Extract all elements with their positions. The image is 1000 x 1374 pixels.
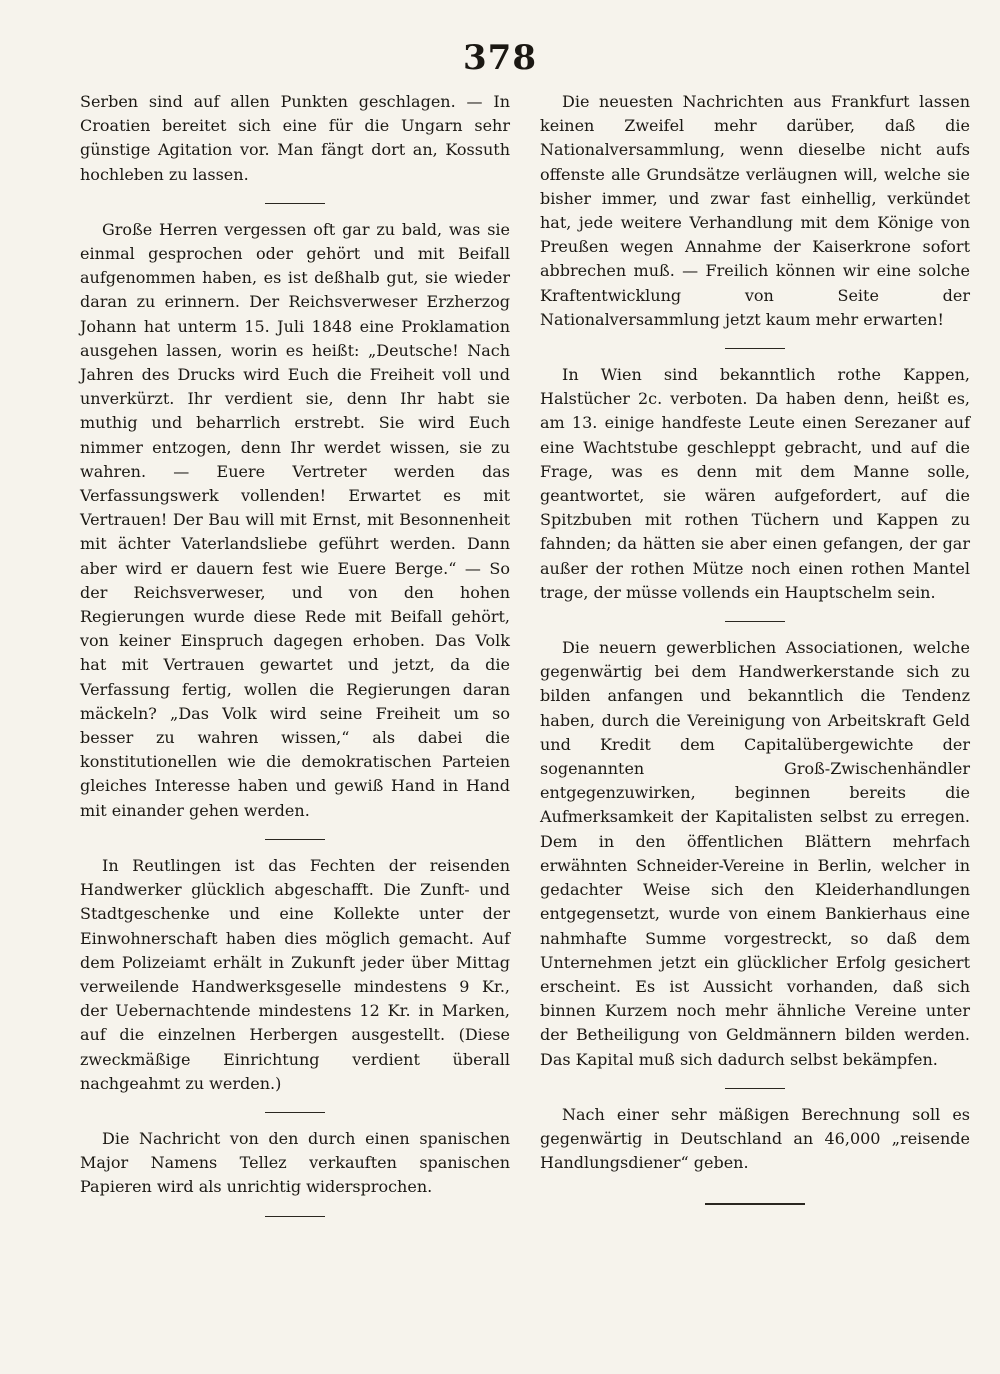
left-column	[80, 90, 510, 1231]
end-rule	[705, 1203, 805, 1205]
article-wien-rothe-kappen: In Wien sind bekanntlich rothe Kappen, Halstücher 2c. verboten. Da haben denn, heißt es, am 13. einige handfeste Leute einen Serezaner auf eine Wachtstube geschleppt gebracht, und auf die Frage, was es denn mit dem Manne solle, geantwortet, sie wären aufgefordert, auf die Spitzbuben mit rothen Tüchern und Kappen zu fahnden; da hätten sie aber einen gefangen, der gar außer der rothen Mütze noch einen rothen Mantel trage, der müsse vollends ein Hauptschelm sein.	[540, 365, 970, 602]
right-column	[540, 90, 970, 1219]
separator-rule	[725, 348, 785, 349]
article-gewerbliche-associationen: Die neuern gewerblichen Associationen, welche gegenwärtig bei dem Handwerkerstande sich zu bilden anfangen und bekanntlich die Tendenz haben, durch die Vereinigung von Arbeitskraft Geld und Kredit dem Capitalübergewichte der sogenannten Groß-Zwischenhändler entgegenzuwirken, beginnen bereits die Aufmerksamkeit der Kapitalisten selbst zu erregen. Dem in den öffentlichen Blättern mehrfach erwähnten Schneider-Vereine in Berlin, welcher in gedachter Weise sich den Kleiderhandlungen entgegensetzt, wurde von einem Bankierhaus eine nahmhafte Summe vorgestreckt, so daß dem Unternehmen jetzt ein glücklicher Erfolg gesichert erscheint. Es ist Aussicht vorhanden, daß sich binnen Kurzem noch mehr ähnliche Vereine unter der Betheiligung von Geldmännern bilden werden. Das Kapital muß sich dadurch selbst bekämpfen.	[540, 638, 970, 1069]
separator-rule	[265, 839, 325, 840]
article-handlungsdiener: Nach einer sehr mäßigen Berechnung soll es gegenwärtig in Deutschland an 46,000 „reisende Handlungsdiener“ geben.	[540, 1104, 970, 1173]
article-spanische-papiere: Die Nachricht von den durch einen spanischen Major Namens Tellez verkauften spanischen Papieren wird als unrichtig widersprochen.	[80, 1128, 510, 1197]
separator-rule	[265, 203, 325, 204]
article-frankfurt-nationalversammlung: Die neuesten Nachrichten aus Frankfurt lassen keinen Zweifel mehr darüber, daß die Nationalversammlung, wenn dieselbe nicht aufs offenste alle Grundsätze verläugnen will, welche sie bisher immer, und zwar fast einhellig, verkündet hat, jede weitere Verhandlung mit dem Könige von Preußen wegen Annahme der Kaiserkrone sofort abbrechen muß. — Freilich können wir eine solche Kraftentwicklung von Seite der Nationalversammlung jetzt kaum mehr erwarten!	[540, 92, 970, 329]
separator-rule	[725, 1088, 785, 1089]
article-reichsverweser-proklamation: Große Herren vergessen oft gar zu bald, was sie einmal gesprochen oder gehört und mit Beifall aufgenommen haben, es ist deßhalb gut, sie wieder daran zu erinnern. Der Reichsverweser Erzherzog Johann hat unterm 15. Juli 1848 eine Proklamation ausgehen lassen, worin es heißt: „Deutsche! Nach Jahren des Drucks wird Euch die Freiheit voll und unverkürzt. Ihr verdient sie, denn Ihr habt sie muthig und beharrlich erstrebt. Sie wird Euch nimmer entzogen, denn Ihr werdet wissen, sie zu wahren. — Euere Vertreter werden das Verfassungswerk vollenden! Erwartet es mit Vertrauen! Der Bau will mit Ernst, mit Besonnenheit mit ächter Vaterlandsliebe geführt werden. Dann aber wird er dauern fest wie Euere Berge.“ — So der Reichsverweser, und von den hohen Regierungen wurde diese Rede mit Beifall gehört, von keiner Einspruch dagegen erhoben. Das Volk hat mit Vertrauen gewartet und jetzt, da die Verfassung fertig, wollen die Regierungen daran mäckeln? „Das Volk wird seine Freiheit um so besser zu wahren wissen,“ als dabei die konstitutionellen wie die demokratischen Parteien gleiches Interesse haben und gewiß Hand in Hand mit einander gehen werden.	[80, 219, 510, 820]
separator-rule	[265, 1216, 325, 1217]
separator-rule	[725, 621, 785, 622]
separator-rule	[265, 1112, 325, 1113]
article-reutlingen-handwerker: In Reutlingen ist das Fechten der reisenden Handwerker glücklich abgeschafft. Die Zunft- und Stadtgeschenke und eine Kollekte unter der Einwohnerschaft haben dies möglich gemacht. Auf dem Polizeiamt erhält in Zukunft jeder über Mittag verweilende Handwerksgeselle mindestens 9 Kr., der Uebernachtende mindestens 12 Kr. in Marken, auf die einzelnen Herbergen ausgestellt. (Diese zweckmäßige Einrichtung verdient überall nachgeahmt zu werden.)	[80, 855, 510, 1093]
article-serben-croatien: Serben sind auf allen Punkten geschlagen. — In Croatien bereitet sich eine für die Ungarn sehr günstige Agitation vor. Man fängt dort an, Kossuth hochleben zu lassen.	[80, 92, 510, 184]
page-number: 378	[463, 38, 537, 78]
